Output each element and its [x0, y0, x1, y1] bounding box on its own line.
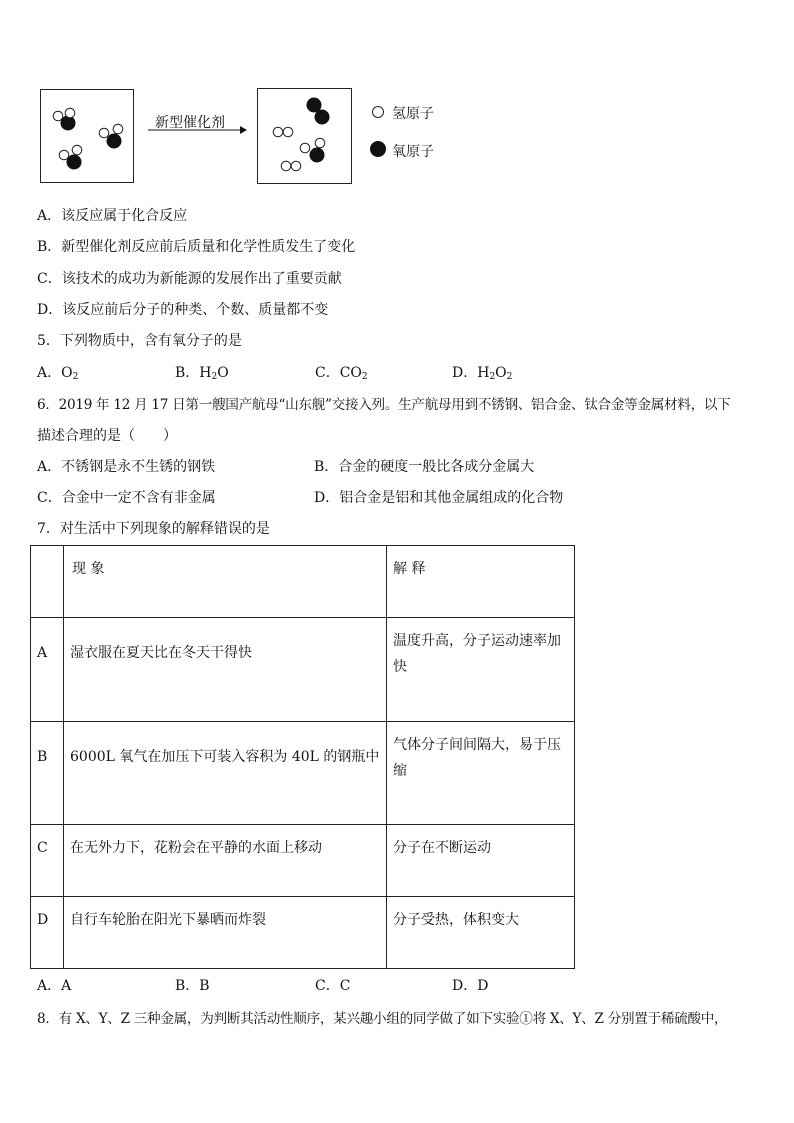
q7-row-explanation: 气体分子间间隔大，易于压缩 — [387, 722, 575, 825]
q7-header-phenomenon: 现 象 — [64, 546, 387, 618]
reaction-arrow-icon — [146, 124, 250, 136]
legend-hydrogen-label: 氢原子 — [392, 106, 434, 122]
q5-option-b: B．$H_2O$ — [175, 365, 229, 382]
q8-stem: 8．有 X、Y、Z 三种金属，为判断其活动性顺序，某兴趣小组的同学做了如下实验①将 X、Y、Z 分别置于稀硫酸中， — [37, 1011, 728, 1027]
q7-table — [30, 545, 575, 969]
q4-option-c: C．该技术的成功为新能源的发展作出了重要贡献 — [37, 271, 342, 287]
q7-row-key: B — [31, 722, 64, 825]
q7-row-explanation: 分子受热，体积变大 — [387, 897, 575, 969]
q7-option-c: C．C — [315, 978, 351, 994]
q4-option-d: D．该反应前后分子的种类、个数、质量都不变 — [37, 302, 329, 318]
table-row — [31, 897, 575, 969]
q5-option-d: D．$H_2O_2$ — [452, 365, 513, 382]
q6-option-a: A．不锈钢是永不生锈的钢铁 — [37, 459, 216, 475]
catalyst-label: 新型催化剂 — [155, 115, 225, 131]
table-row — [31, 825, 575, 897]
q4-option-a: A．该反应属于化合反应 — [37, 208, 188, 224]
q7-row-phenomenon: 在无外力下，花粉会在平静的水面上移动 — [64, 825, 387, 897]
q4-option-b: B．新型催化剂反应前后质量和化学性质发生了变化 — [37, 239, 356, 255]
table-row — [31, 618, 575, 722]
q7-header-explanation: 解 释 — [387, 546, 575, 618]
q7-row-key: A — [31, 618, 64, 722]
oxygen-atom-icon — [369, 140, 387, 158]
q7-row-phenomenon: 自行车轮胎在阳光下暴晒而炸裂 — [64, 897, 387, 969]
q7-row-phenomenon: 6000L 氧气在加压下可装入容积为 40L 的钢瓶中 — [64, 722, 387, 825]
legend-oxygen-label: 氧原子 — [392, 144, 434, 160]
q7-option-b: B．B — [175, 978, 210, 994]
q7-row-explanation: 温度升高，分子运动速率加快 — [387, 618, 575, 722]
q7-option-a: A．A — [37, 978, 72, 994]
q7-row-explanation: 分子在不断运动 — [387, 825, 575, 897]
q7-header-key — [31, 546, 64, 618]
q6-option-d: D．铝合金是铝和其他金属组成的化合物 — [314, 490, 564, 506]
q5-stem: 5．下列物质中，含有氧分子的是 — [37, 333, 242, 349]
q6-stem-line1: 6．2019 年 12 月 17 日第一艘国产航母“山东舰”交接入列。生产航母用到不锈钢、铝合金、钛合金等金属材料，以下 — [37, 397, 731, 413]
q7-table-header — [31, 546, 575, 618]
table-row — [31, 722, 575, 825]
hydrogen-atom-icon — [371, 105, 385, 119]
q6-stem-line2: 描述合理的是（ ） — [37, 428, 177, 444]
q5-option-c: C．$CO_2$ — [315, 365, 368, 382]
q6-option-b: B．合金的硬度一般比各成分金属大 — [314, 459, 535, 475]
q7-stem: 7．对生活中下列现象的解释错误的是 — [37, 521, 270, 537]
reactant-molecules — [40, 89, 134, 183]
product-molecules — [257, 88, 352, 184]
q7-row-key: D — [31, 897, 64, 969]
q7-option-d: D．D — [452, 978, 489, 994]
q5-option-a: A．$O_2$ — [37, 365, 79, 382]
q7-row-phenomenon: 湿衣服在夏天比在冬天干得快 — [64, 618, 387, 722]
q7-row-key: C — [31, 825, 64, 897]
q6-option-c: C．合金中一定不含有非金属 — [37, 490, 216, 506]
